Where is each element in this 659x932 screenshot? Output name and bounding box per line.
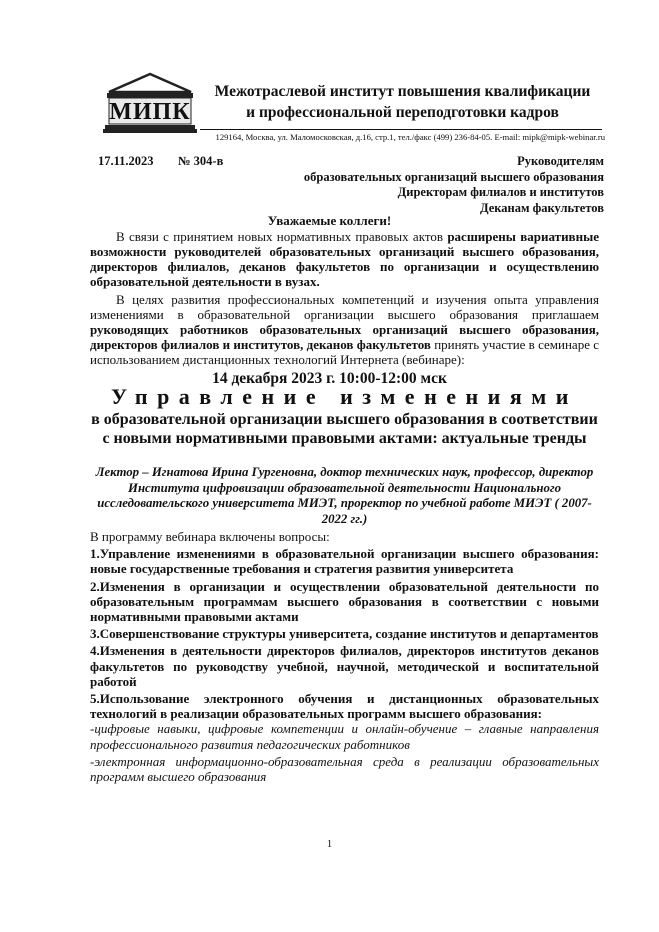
- mipk-logo: [103, 72, 197, 134]
- lector-info: Лектор – Игнатова Ирина Гургеновна, доктор технических наук, профессор, директор Института цифровизации образовательной деятельности Национального исследовательского университета МИЭТ, проректор по учебной работе МИЭТ ( 2007-2022 гг.): [95, 465, 594, 526]
- page-number: 1: [326, 838, 333, 850]
- program-item: 3.Совершенствование структуры университета, создание институтов и департаментов: [90, 626, 599, 642]
- program-item: 2.Изменения в организации и осуществлении образовательной деятельности по образовательным программам высшего образования в соответствии с новыми нормативными правовыми актами: [90, 578, 599, 625]
- program-subitem: -цифровые навыки, цифровые компетенции и онлайн-обучение – главные направления профессионального развития педагогических работников: [90, 721, 599, 752]
- intro-plain: В связи с принятием новых нормативных правовых актов: [116, 229, 448, 244]
- program-item: 1.Управление изменениями в образовательной организации высшего образования: новые государственные требования и стратегия развития университета: [90, 546, 599, 577]
- org-name-line2: и профессиональной переподготовки кадров: [246, 104, 559, 121]
- intro-paragraph: [90, 229, 599, 289]
- header-rule: [200, 129, 602, 130]
- event-title-rest: в образовательной организации высшего образования в соответствии с новыми нормативными правовыми актами: актуальные тренды: [91, 411, 598, 447]
- addressee-line: образовательных организаций высшего образования: [303, 169, 604, 184]
- program-list: [90, 529, 599, 786]
- program-intro: В программу вебинара включены вопросы:: [90, 529, 330, 544]
- org-name-line1: Межотраслевой институт повышения квалификации: [214, 83, 591, 100]
- program-item: 5.Использование электронного обучения и дистанционных образовательных технологий в реализации образовательных программ высшего образования:: [90, 691, 599, 722]
- addressee-block: [304, 154, 604, 216]
- org-address: 129164, Москва, ул. Маломосковская, д.16, стр.1, тел./факс (499) 236-84-05. E-mail: mipk@mipk-webinar.ru: [215, 132, 605, 142]
- svg-text:МИПК: МИПК: [109, 99, 191, 125]
- program-item: 4.Изменения в деятельности директоров филиалов, директоров институтов деканов факультетов по руководству учебной, научной, методической и воспитательной работой: [90, 643, 599, 689]
- addressee-line: Деканам факультетов: [479, 200, 604, 215]
- program-subitem: -электронная информационно-образовательная среда в реализации образовательных программ высшего образования: [90, 753, 599, 785]
- letter-date: 17.11.2023: [98, 154, 154, 168]
- invite-bold: руководящих работников образовательных организаций высшего образования, директоров филиалов и институтов, деканов факультетов: [90, 322, 599, 352]
- addressee-line: Руководителям: [517, 154, 604, 168]
- letter-number: № 304-в: [178, 154, 224, 168]
- intro-bold: расширены вариативные возможности руководителей образовательных организаций высшего образования, директоров филиалов, деканов факультетов по организации и осуществлению образовательной деятельности в вузах.: [90, 229, 599, 289]
- invite-plain-1: В целях развития профессиональных компетенций и изучения опыта управления изменениями в образовательной организации высшего образования приглашаем: [90, 292, 599, 322]
- event-datetime: 14 декабря 2023 г. 10:00-12:00 мск: [212, 370, 447, 387]
- event-title-spaced: Управление изменениями: [111, 384, 578, 409]
- addressee-line: Директорам филиалов и институтов: [397, 185, 604, 199]
- greeting: Уважаемые коллеги!: [267, 213, 392, 228]
- invite-paragraph: [90, 292, 599, 367]
- invite-plain-2: принять участие в семинаре с использованием дистанционных технологий Интернета (вебинаре):: [90, 337, 599, 367]
